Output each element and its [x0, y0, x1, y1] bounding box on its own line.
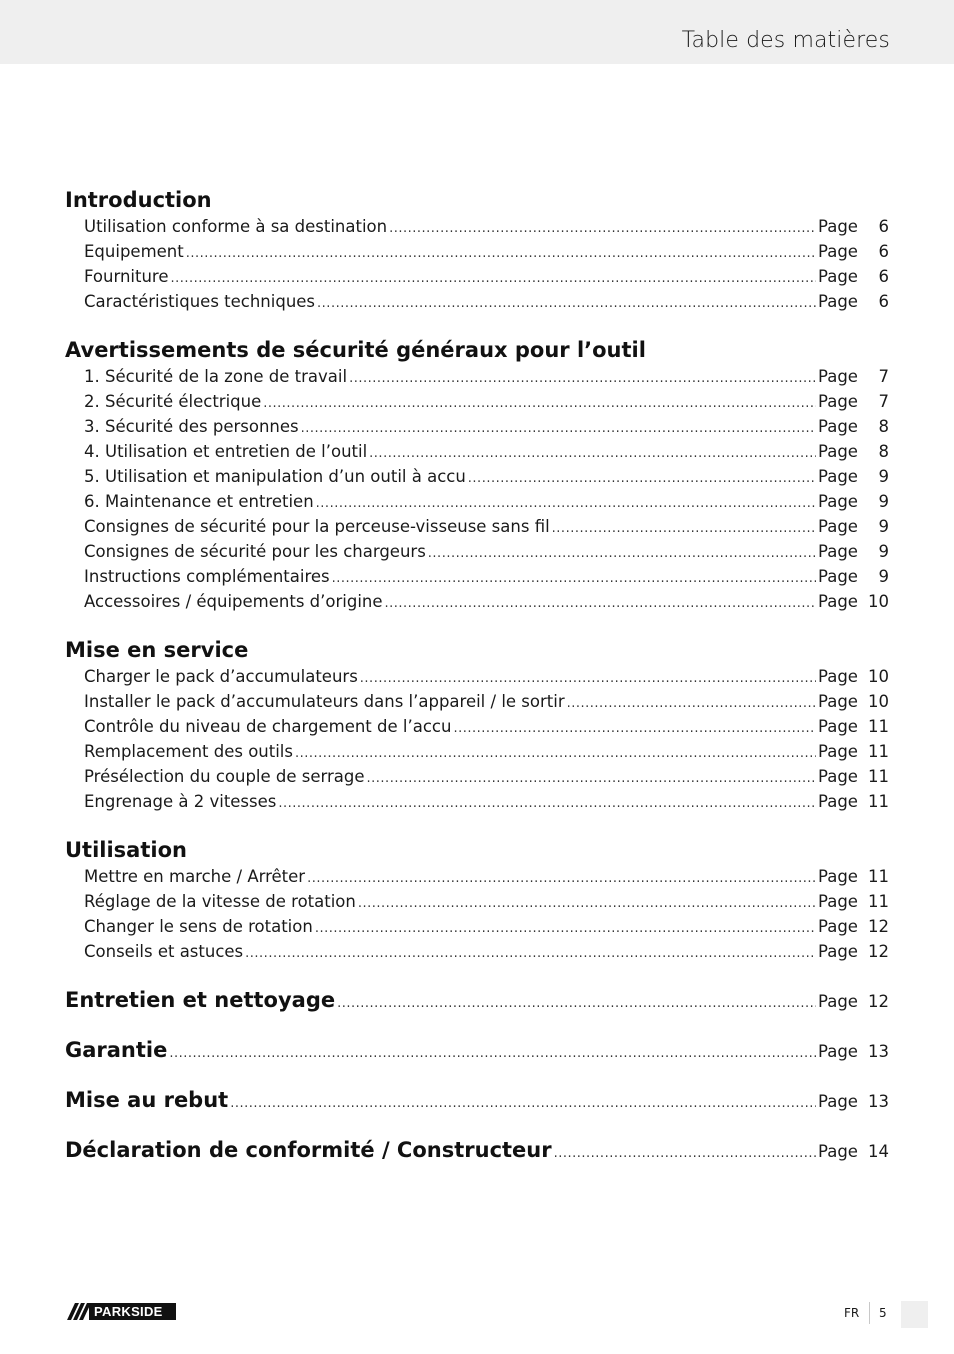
page-word: Page: [818, 792, 858, 811]
toc-entry-label: Consignes de sécurité pour les chargeurs: [84, 542, 426, 561]
toc-entry[interactable]: [84, 717, 889, 742]
toc-entry-page: 11: [868, 742, 889, 761]
page-word: Page: [818, 1042, 858, 1061]
dot-leader: [554, 1146, 816, 1161]
footer-corner-box: [901, 1301, 928, 1328]
toc-entry[interactable]: [84, 442, 889, 467]
page-word: Page: [818, 992, 858, 1011]
toc-entry-label: Charger le pack d’accumulateurs: [84, 667, 358, 686]
dot-leader: [389, 221, 816, 236]
toc-entry-page: 7: [878, 367, 889, 386]
page-word: Page: [818, 867, 858, 886]
page-word: Page: [818, 442, 858, 461]
dot-leader: [349, 371, 816, 386]
section-title-usage: Utilisation: [65, 838, 187, 862]
toc-entry-page: 6: [878, 217, 889, 236]
dot-leader: [369, 446, 816, 461]
page-title: Table des matières: [681, 28, 890, 53]
page-word: Page: [818, 892, 858, 911]
page-word: Page: [818, 267, 858, 286]
toc-entry-label: Caractéristiques techniques: [84, 292, 316, 311]
toc-entry-page: 11: [868, 892, 889, 911]
toc-entry-page: 9: [878, 567, 889, 586]
page-word: Page: [818, 217, 858, 236]
page-word: Page: [818, 1092, 858, 1111]
toc-entry-label: Contrôle du niveau de chargement de l’accu: [84, 717, 452, 736]
toc-entry-page: 13: [868, 1042, 889, 1061]
page-word: Page: [818, 767, 858, 786]
page-word: Page: [818, 367, 858, 386]
toc-entry-page: 9: [878, 517, 889, 536]
toc-entry-label: 4. Utilisation et entretien de l’outil: [84, 442, 368, 461]
page-word: Page: [818, 392, 858, 411]
toc-entry-page: 12: [868, 992, 889, 1011]
page-number: 5: [879, 1306, 887, 1320]
section-title-introduction: Introduction: [65, 188, 212, 212]
page-word: Page: [818, 292, 858, 311]
toc-entry-page: 11: [868, 717, 889, 736]
toc-main-entry-label: Garantie: [65, 1038, 168, 1062]
toc-entry-label: Instructions complémentaires: [84, 567, 330, 586]
toc-entry-label: 3. Sécurité des personnes: [84, 417, 299, 436]
section-title-safety-warnings: Avertissements de sécurité généraux pour l’outil: [65, 338, 646, 362]
dot-leader: [307, 871, 816, 886]
toc-main-entry-conformity[interactable]: [65, 1138, 889, 1170]
dot-leader: [367, 771, 816, 786]
dot-leader: [453, 721, 816, 736]
toc-entry[interactable]: [84, 742, 889, 767]
dot-leader: [552, 521, 816, 536]
toc-main-entry-warranty[interactable]: [65, 1038, 889, 1070]
page-word: Page: [818, 717, 858, 736]
toc-entry[interactable]: [84, 492, 889, 517]
toc-entry-label: 5. Utilisation et manipulation d’un outil à accu: [84, 467, 466, 486]
toc-entry-page: 11: [868, 767, 889, 786]
toc-entry[interactable]: [84, 367, 889, 392]
page-word: Page: [818, 692, 858, 711]
dot-leader: [360, 671, 816, 686]
toc-entry-page: 7: [878, 392, 889, 411]
toc-entry-label: Mettre en marche / Arrêter: [84, 867, 306, 886]
toc-entry[interactable]: [84, 892, 889, 917]
page-word: Page: [818, 242, 858, 261]
toc-entry-label: Consignes de sécurité pour la perceuse-visseuse sans fil: [84, 517, 550, 536]
dot-leader: [263, 396, 816, 411]
toc-entry[interactable]: [84, 392, 889, 417]
toc-entry-page: 9: [878, 492, 889, 511]
toc-entry[interactable]: [84, 292, 889, 317]
logo-stripes-icon: [65, 1303, 89, 1320]
toc-entry-page: 9: [878, 542, 889, 561]
toc-entry-page: 12: [868, 917, 889, 936]
language-code: FR: [844, 1306, 860, 1320]
toc-entry-label: Changer le sens de rotation: [84, 917, 313, 936]
toc-entry[interactable]: [84, 592, 889, 617]
dot-leader: [567, 696, 816, 711]
dot-leader: [337, 996, 816, 1011]
toc-entry[interactable]: [84, 792, 889, 817]
page-word: Page: [818, 417, 858, 436]
dot-leader: [428, 546, 816, 561]
toc-entry[interactable]: [84, 417, 889, 442]
page-word: Page: [818, 492, 858, 511]
dot-leader: [171, 271, 817, 286]
page-word: Page: [818, 667, 858, 686]
toc-entry-page: 9: [878, 467, 889, 486]
page-word: Page: [818, 942, 858, 961]
page-word: Page: [818, 467, 858, 486]
toc-main-entry-maintenance[interactable]: [65, 988, 889, 1020]
toc-entry-page: 6: [878, 292, 889, 311]
dot-leader: [186, 246, 816, 261]
toc-main-entry-label: Mise au rebut: [65, 1088, 229, 1112]
dot-leader: [295, 746, 816, 761]
toc-entry-label: 2. Sécurité électrique: [84, 392, 262, 411]
toc-entry-label: Conseils et astuces: [84, 942, 244, 961]
toc-entry-label: 1. Sécurité de la zone de travail: [84, 367, 348, 386]
page-word: Page: [818, 567, 858, 586]
toc-entry-label: 6. Maintenance et entretien: [84, 492, 314, 511]
toc-main-entry-disposal[interactable]: [65, 1088, 889, 1120]
toc-entry-page: 10: [868, 692, 889, 711]
toc-entry-label: Installer le pack d’accumulateurs dans l’appareil / le sortir: [84, 692, 565, 711]
toc-main-entry-label: Entretien et nettoyage: [65, 988, 336, 1012]
page-word: Page: [818, 542, 858, 561]
dot-leader: [315, 921, 816, 936]
toc-entry-page: 6: [878, 242, 889, 261]
toc-entry-label: Utilisation conforme à sa destination: [84, 217, 388, 236]
dot-leader: [169, 1046, 816, 1061]
toc-entry[interactable]: [84, 692, 889, 717]
dot-leader: [301, 421, 816, 436]
page-word: Page: [818, 1142, 858, 1161]
dot-leader: [278, 796, 816, 811]
toc-entry[interactable]: [84, 667, 889, 692]
toc-entry-label: Présélection du couple de serrage: [84, 767, 365, 786]
toc-entry[interactable]: [84, 242, 889, 267]
dot-leader: [245, 946, 816, 961]
toc-entry-label: Remplacement des outils: [84, 742, 293, 761]
toc-entry-page: 6: [878, 267, 889, 286]
page-word: Page: [818, 917, 858, 936]
footer-divider: [869, 1302, 870, 1324]
toc-entry[interactable]: [84, 767, 889, 792]
section-title-setup: Mise en service: [65, 638, 249, 662]
toc-entry[interactable]: [84, 217, 889, 242]
toc-entry-page: 12: [868, 942, 889, 961]
toc-entry-page: 10: [868, 592, 889, 611]
page-word: Page: [818, 592, 858, 611]
dot-leader: [468, 471, 816, 486]
toc-entry-label: Equipement: [84, 242, 184, 261]
dot-leader: [385, 596, 816, 611]
toc-entry-page: 11: [868, 792, 889, 811]
page-word: Page: [818, 742, 858, 761]
toc-entry-page: 13: [868, 1092, 889, 1111]
dot-leader: [332, 571, 816, 586]
toc-entry[interactable]: [84, 942, 889, 967]
toc-entry[interactable]: [84, 267, 889, 292]
dot-leader: [230, 1096, 816, 1111]
toc-main-entry-label: Déclaration de conformité / Constructeur: [65, 1138, 552, 1162]
logo-text: PARKSIDE: [94, 1304, 163, 1319]
toc-entry[interactable]: [84, 867, 889, 892]
toc-entry-page: 8: [878, 442, 889, 461]
toc-entry-page: 8: [878, 417, 889, 436]
dot-leader: [316, 496, 816, 511]
dot-leader: [317, 296, 816, 311]
toc-entry-page: 10: [868, 667, 889, 686]
toc-entry-label: Réglage de la vitesse de rotation: [84, 892, 356, 911]
toc-entry[interactable]: [84, 917, 889, 942]
dot-leader: [358, 896, 816, 911]
toc-entry-label: Accessoires / équipements d’origine: [84, 592, 383, 611]
toc-entry[interactable]: [84, 542, 889, 567]
page-word: Page: [818, 517, 858, 536]
parkside-logo: [65, 1303, 176, 1320]
toc-entry-label: Fourniture: [84, 267, 169, 286]
toc-entry[interactable]: [84, 517, 889, 542]
toc-entry-page: 14: [868, 1142, 889, 1161]
toc-entry[interactable]: [84, 467, 889, 492]
toc-entry[interactable]: [84, 567, 889, 592]
toc-entry-page: 11: [868, 867, 889, 886]
toc-entry-label: Engrenage à 2 vitesses: [84, 792, 277, 811]
